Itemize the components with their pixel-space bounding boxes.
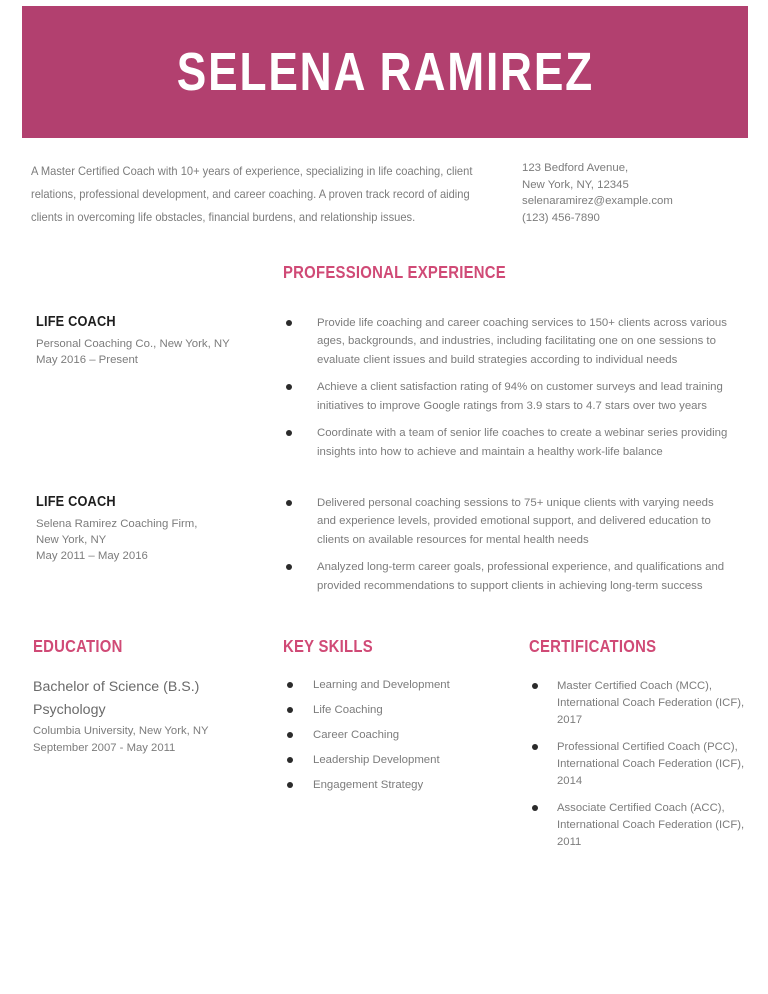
education-section xyxy=(33,636,280,756)
contact-address-line2: New York, NY, 12345 xyxy=(522,178,629,191)
section-heading-certifications: CERTIFICATIONS xyxy=(529,636,657,656)
job-company-line2: New York, NY xyxy=(36,534,107,547)
list-item: Leadership Development xyxy=(283,753,523,769)
candidate-name: SELENA RAMIREZ xyxy=(176,42,594,102)
list-item: Professional Certified Coach (PCC), International Coach Federation (ICF), 2014 xyxy=(529,739,761,790)
job-dates: May 2016 – Present xyxy=(36,354,138,367)
job-title: LIFE COACH xyxy=(36,314,116,330)
certifications-section xyxy=(529,636,761,860)
key-skills-section xyxy=(283,636,523,803)
list-item: Career Coaching xyxy=(283,728,523,744)
header-banner xyxy=(22,6,748,138)
experience-entry-meta xyxy=(36,494,276,565)
education-dates: September 2007 - May 2011 xyxy=(33,741,176,754)
experience-entry xyxy=(0,494,768,595)
list-item: Achieve a client satisfaction rating of 94% on customer surveys and lead training initiatives to improve Google ratings from 3.9 stars to 4.7 stars over two years xyxy=(283,378,733,415)
list-item: Associate Certified Coach (ACC), International Coach Federation (ICF), 2011 xyxy=(529,800,761,851)
list-item: Learning and Development xyxy=(283,678,523,694)
certifications-body xyxy=(529,678,761,850)
contact-email[interactable]: selenaramirez@example.com xyxy=(522,195,673,208)
experience-entry xyxy=(0,314,768,461)
experience-entry-bullets xyxy=(283,494,733,595)
list-item: Master Certified Coach (MCC), International Coach Federation (ICF), 2017 xyxy=(529,678,761,729)
contact-block xyxy=(522,160,752,226)
experience-entry-meta xyxy=(36,314,276,368)
job-company: Selena Ramirez Coaching Firm, xyxy=(36,518,198,530)
contact-phone[interactable]: (123) 456-7890 xyxy=(522,211,600,224)
bottom-sections-row xyxy=(0,636,768,860)
experience-entry-bullets xyxy=(283,314,733,461)
job-company: Personal Coaching Co., New York, NY xyxy=(36,338,230,350)
section-heading-key-skills: KEY SKILLS xyxy=(283,636,373,656)
list-item: Delivered personal coaching sessions to 75+ unique clients with varying needs and experience levels, provided emotional support, and delivered education to clients on available resources for mental health needs xyxy=(283,494,733,549)
education-school: Columbia University, New York, NY xyxy=(33,725,209,738)
key-skills-body xyxy=(283,678,523,794)
contact-address-line1: 123 Bedford Avenue, xyxy=(522,162,629,174)
degree-line1: Bachelor of Science (B.S.) xyxy=(33,679,200,695)
list-item: Life Coaching xyxy=(283,703,523,719)
list-item: Analyzed long-term career goals, professional experience, and qualifications and provided recommendations to support clients in achieving long-term success xyxy=(283,558,733,595)
summary-contact-row xyxy=(0,160,768,230)
list-item: Provide life coaching and career coaching services to 150+ clients across various ages, backgrounds, and industries, including facilitating one on one sessions to evaluate client issues and build strategies according to individual needs xyxy=(283,314,733,369)
degree-line2: Psychology xyxy=(33,701,106,718)
job-title: LIFE COACH xyxy=(36,494,116,510)
professional-summary: A Master Certified Coach with 10+ years of experience, specializing in life coaching, client relations, professional development, and career coaching. A proven track record of aiding clients in overcoming life obstacles, financial burdens, and relationship issues. xyxy=(31,165,473,225)
list-item: Engagement Strategy xyxy=(283,778,523,794)
job-dates: May 2011 – May 2016 xyxy=(36,550,148,563)
section-heading-professional-experience: PROFESSIONAL EXPERIENCE xyxy=(283,262,506,282)
section-heading-education: EDUCATION xyxy=(33,636,123,656)
list-item: Coordinate with a team of senior life coaches to create a webinar series providing insights into how to achieve and maintain a healthy work-life balance xyxy=(283,424,733,461)
education-body xyxy=(33,678,280,756)
